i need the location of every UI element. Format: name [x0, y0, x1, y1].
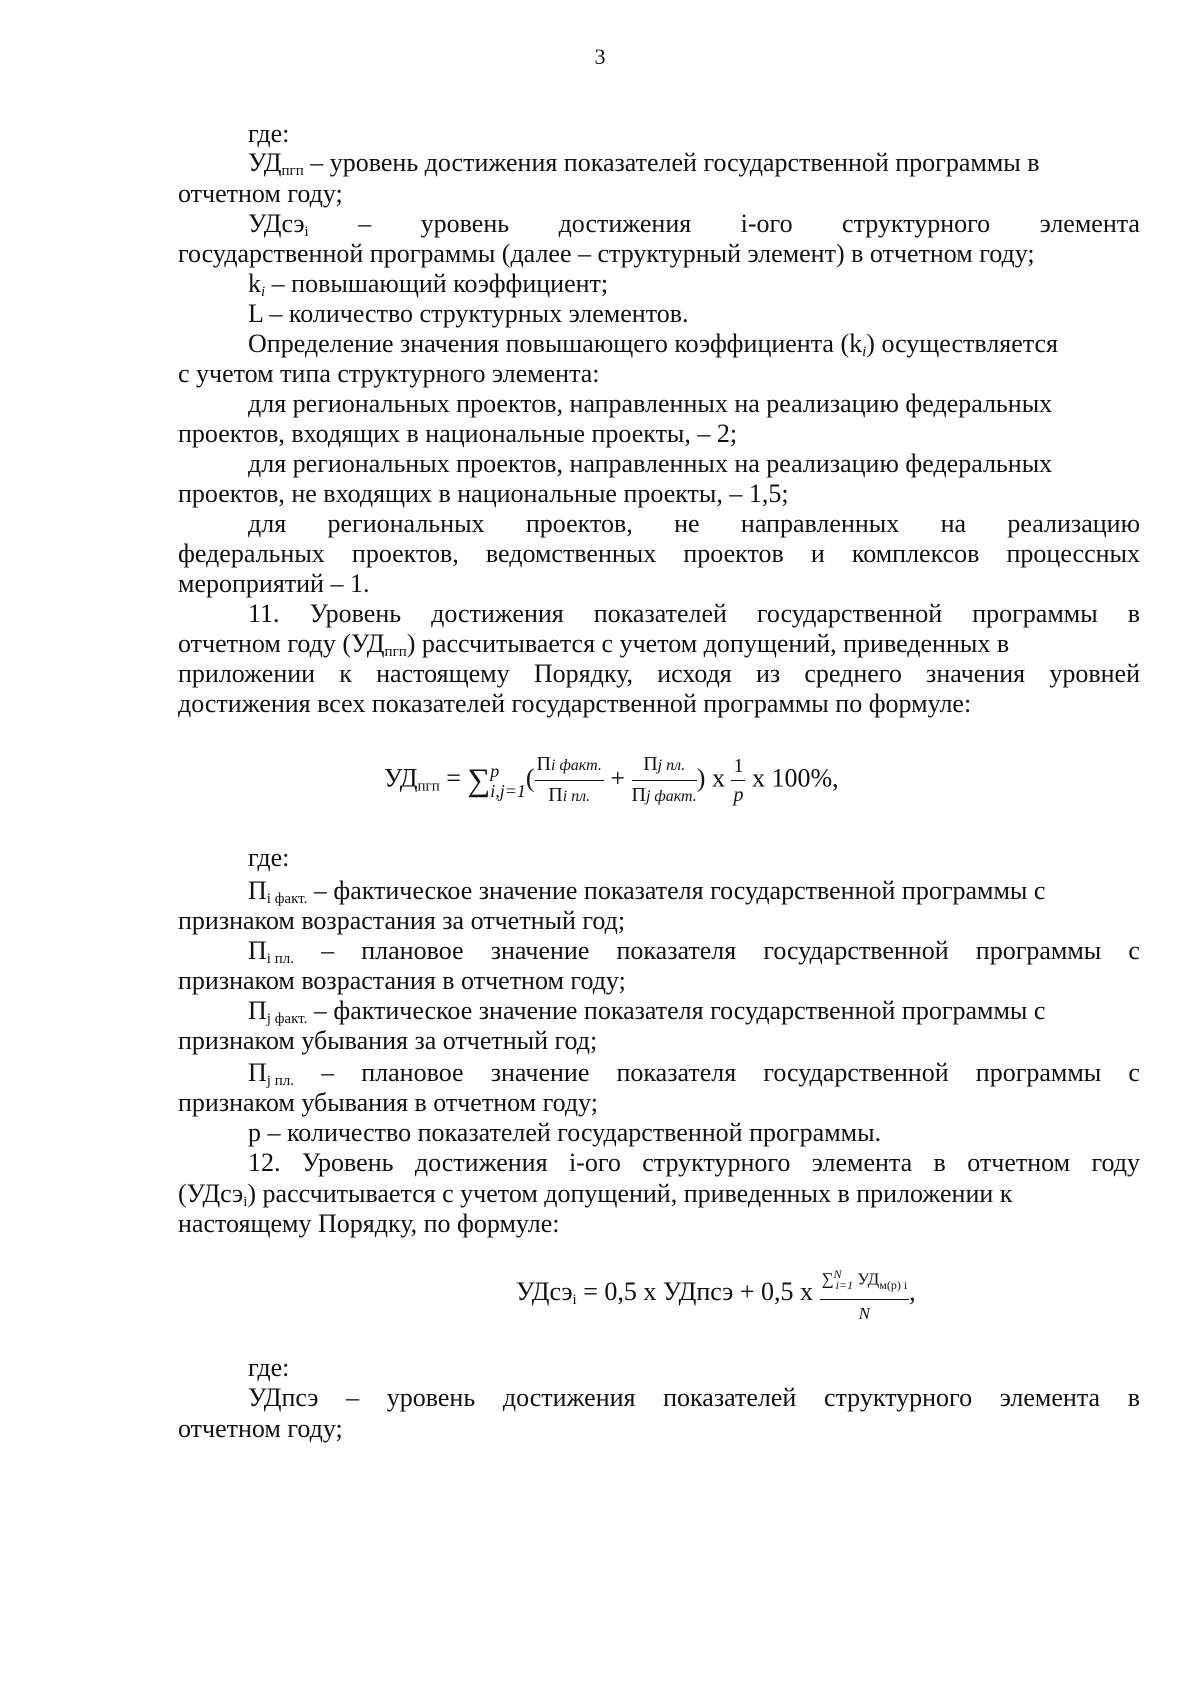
text-line: с учетом типа структурного элемента: [178, 359, 600, 388]
text-line: приложении к настоящему Порядку, исходя из среднего значения уровней [178, 659, 1140, 688]
text-line: признаком возрастания за отчетный год; [178, 906, 626, 935]
text-line: $УД_{пгп}$ – уровень достижения показателей государственной программы в [248, 148, 1040, 179]
text-line: для региональных проектов, не направленных на реализацию [248, 509, 1140, 538]
text-line: УДсэ$_i$ – уровень достижения i-ого структурного элемента [248, 209, 1140, 240]
text-line: проектов, не входящих в национальные проекты, – 1,5; [178, 479, 789, 508]
text-line: где: [248, 1353, 290, 1382]
text-line: достижения всех показателей государственной программы по формуле: [178, 689, 972, 718]
text-line: L – количество структурных элементов. [248, 299, 689, 328]
text-line: p – количество показателей государственной программы. [248, 1118, 882, 1147]
text-line: $k_i$ – повышающий коэффициент; [248, 269, 609, 300]
text-line: признаком убывания за отчетный год; [178, 1026, 598, 1055]
text-line: настоящему Порядку, по формуле: [178, 1209, 560, 1238]
text-line: $П_{i факт.}$ – фактическое значение показателя государственной программы с [248, 876, 1046, 907]
text-line: для региональных проектов, направленных на реализацию федеральных [248, 449, 1053, 478]
text-line: (УДсэ$_i$) рассчитывается с учетом допущений, приведенных в приложении к [178, 1179, 1013, 1210]
text-line: признаком убывания в отчетном году; [178, 1088, 598, 1117]
text-line: для региональных проектов, направленных на реализацию федеральных [248, 389, 1053, 418]
text-line: Определение значения повышающего коэффициента $(k_i)$ осуществляется [248, 329, 1058, 360]
text-line: отчетном году; [178, 1414, 343, 1443]
formula-udpgp: $УД_{пгп}$ = ∑ p i,j=1 ( $\frac{\text{Пi факт.}}{\text{Пi пл.}}$ + $\frac{\text{Пj пл.}}{\text{Пj факт.}}$ ) x $\frac{1}{p}$ x 100%, [384, 753, 839, 806]
formula-udsei: УДсэ$_i$ = 0,5 x УДпсэ + 0,5 x $\frac{\sum^N_{i=1} УД_{м(р) i}}{N}$ , [516, 1262, 916, 1326]
text-line: федеральных проектов, ведомственных проектов и комплексов процессных [178, 539, 1140, 568]
text-line: отчетном году $(УД_{пгп})$ рассчитывается с учетом допущений, приведенных в [178, 629, 1010, 660]
text-line: $П_{j факт.}$ – фактическое значение показателя государственной программы с [248, 996, 1046, 1027]
text-line: где: [248, 843, 290, 872]
text-line: $П_{j пл.}$ – плановое значение показателя государственной программы с [248, 1058, 1140, 1089]
text-line: УДпсэ – уровень достижения показателей структурного элемента в [248, 1383, 1140, 1412]
text-line: где: [248, 119, 290, 148]
text-line: мероприятий – 1. [178, 569, 370, 598]
page-number: 3 [594, 44, 606, 69]
text-line: 12. Уровень достижения i-ого структурного элемента в отчетном году [248, 1148, 1140, 1177]
text-line: отчетном году; [178, 179, 343, 208]
text-line: государственной программы (далее – структурный элемент) в отчетном году; [178, 239, 1035, 268]
text-line: проектов, входящих в национальные проекты, – 2; [178, 419, 738, 448]
text-line: 11. Уровень достижения показателей государственной программы в [248, 599, 1140, 628]
text-line: $П_{i пл.}$ – плановое значение показателя государственной программы с [248, 936, 1140, 967]
text-line: признаком возрастания в отчетном году; [178, 966, 626, 995]
